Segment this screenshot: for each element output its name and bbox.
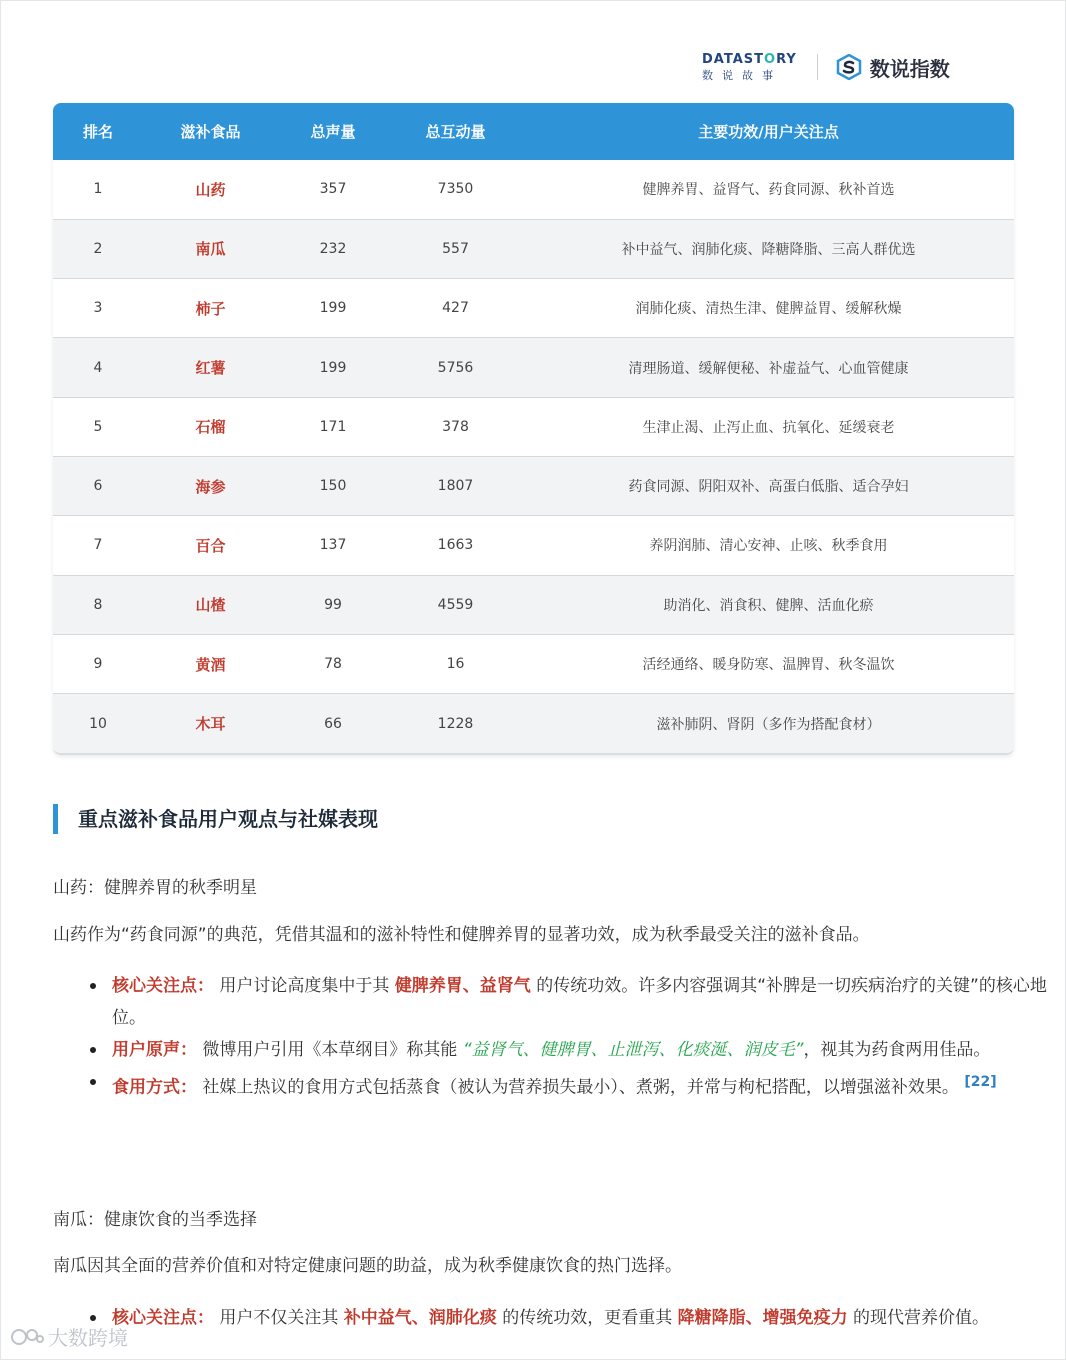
list-item: 核心关注点： 用户不仅关注其 补中益气、润肺化痰 的传统功效，更看重其 降糖降脂、增强免疫力 的现代营养价值。: [112, 1302, 1066, 1334]
sszs-logo-text: 数说指数: [869, 56, 950, 81]
column-header-benefit: 主要功效/用户关注点: [698, 123, 839, 141]
volume-cell: 199: [319, 359, 347, 376]
interaction-cell: 16: [446, 656, 465, 673]
volume-cell: 66: [324, 715, 342, 732]
column-header-food: 滋补食品: [180, 123, 241, 141]
watermark: [10, 1322, 128, 1351]
volume-cell: 137: [319, 537, 347, 554]
highlight-text: 健脾养胃、益肾气: [394, 976, 531, 996]
benefit-cell: 润肺化痰、清热生津、健脾益胃、缓解秋燥: [635, 301, 902, 318]
benefit-cell: 药食同源、阴阳双补、高蛋白低脂、适合孕妇: [628, 479, 909, 496]
interaction-cell: 1807: [437, 478, 474, 495]
volume-cell: 171: [319, 418, 347, 435]
table-row: [53, 338, 1014, 397]
table-row: [53, 456, 1014, 515]
datastory-logo-text: DATASTORY: [702, 51, 797, 67]
interaction-cell: 378: [442, 418, 469, 435]
ranking-table: [53, 103, 1014, 755]
food-cell: 黄酒: [195, 655, 226, 674]
volume-cell: 99: [324, 596, 342, 613]
pumpkin-intro: 南瓜因其全面的营养价值和对特定健康问题的助益，成为秋季健康饮食的热门选择。: [53, 1256, 682, 1276]
benefit-cell: 养阴润肺、清心安神、止咳、秋季食用: [649, 538, 888, 555]
table-row: [53, 160, 1014, 219]
table-row: [53, 694, 1014, 753]
rank-cell: 9: [93, 656, 103, 673]
food-cell: 南瓜: [195, 240, 226, 259]
food-cell: 柿子: [195, 299, 226, 318]
food-cell: 石榴: [195, 418, 226, 437]
yam-intro: 山药作为“药食同源”的典范，凭借其温和的滋补特性和健脾养胃的显著功效，成为秋季最受关注的滋补食品。: [53, 925, 870, 945]
column-header-volume: 总声量: [310, 123, 356, 141]
rank-cell: 10: [89, 715, 107, 732]
point-label: 核心关注点：: [112, 976, 214, 996]
list-item: 用户原声： 微博用户引用《本草纲目》称其能 “益肾气、健脾胃、止泄泻、化痰涎、润皮毛”，视其为药食两用佳品。: [112, 1034, 1066, 1066]
watermark-icon: [10, 1326, 44, 1348]
food-cell: 木耳: [195, 715, 226, 734]
pumpkin-subtitle: 南瓜：健康饮食的当季选择: [53, 1210, 257, 1230]
rank-cell: 5: [93, 418, 103, 435]
food-cell: 山药: [195, 180, 226, 199]
volume-cell: 78: [324, 656, 342, 673]
datastory-logo: [702, 52, 797, 83]
interaction-cell: 427: [442, 300, 469, 317]
highlight-text: 降糖降脂、增强免疫力: [677, 1308, 848, 1328]
rank-cell: 8: [93, 596, 103, 613]
volume-cell: 199: [319, 300, 347, 317]
food-cell: 红薯: [195, 359, 226, 378]
interaction-cell: 1663: [437, 537, 474, 554]
column-header-interaction: 总互动量: [425, 123, 486, 141]
point-label: 核心关注点：: [112, 1308, 214, 1328]
table-row: [53, 516, 1014, 575]
interaction-cell: 4559: [437, 596, 474, 613]
rank-cell: 3: [93, 300, 103, 317]
benefit-cell: 清理肠道、缓解便秘、补虚益气、心血管健康: [628, 360, 909, 377]
pumpkin-points: [53, 1302, 1066, 1334]
table-row: [53, 397, 1014, 456]
watermark-text: 大数跨境: [48, 1326, 128, 1350]
rank-cell: 6: [93, 478, 103, 495]
header-logos: [702, 50, 950, 84]
sszs-logo: [836, 53, 950, 82]
food-cell: 百合: [195, 536, 226, 555]
benefit-cell: 健脾养胃、益肾气、药食同源、秋补首选: [642, 182, 895, 199]
volume-cell: 150: [319, 478, 347, 495]
reference-link[interactable]: [22]: [964, 1074, 997, 1090]
yam-points: [53, 970, 1066, 1104]
benefit-cell: 补中益气、润肺化痰、降糖降脂、三高人群优选: [621, 241, 916, 258]
highlight-text: 补中益气、润肺化痰: [343, 1308, 497, 1328]
rank-cell: 7: [93, 537, 103, 554]
rank-cell: 2: [93, 240, 103, 257]
rank-cell: 4: [93, 359, 103, 376]
sszs-logo-icon: [836, 54, 862, 80]
point-label: 食用方式：: [112, 1077, 197, 1098]
rank-cell: 1: [93, 181, 103, 198]
section-title: 重点滋补食品用户观点与社媒表现: [53, 804, 378, 834]
table-header-row: [53, 103, 1014, 160]
volume-cell: 232: [319, 240, 347, 257]
table-row: [53, 634, 1014, 693]
interaction-cell: 5756: [437, 359, 474, 376]
point-label: 用户原声：: [112, 1040, 197, 1060]
table-row: [53, 575, 1014, 634]
interaction-cell: 1228: [437, 715, 474, 732]
food-cell: 山楂: [195, 596, 226, 615]
benefit-cell: 生津止渴、止泻止血、抗氧化、延缓衰老: [642, 419, 895, 436]
benefit-cell: 助消化、消食积、健脾、活血化瘀: [663, 597, 874, 614]
list-item: 食用方式： 社媒上热议的食用方式包括蒸食（被认为营养损失最小）、煮粥，并常与枸杞搭配，以增强滋补效果。 [22]: [112, 1066, 1066, 1104]
volume-cell: 357: [319, 181, 347, 198]
table-row: [53, 279, 1014, 338]
benefit-cell: 活经通络、暖身防寒、温脾胃、秋冬温饮: [642, 657, 895, 674]
yam-subtitle: 山药：健脾养胃的秋季明星: [53, 878, 257, 898]
logo-divider: [817, 54, 818, 80]
food-cell: 海参: [195, 477, 226, 496]
interaction-cell: 557: [442, 240, 469, 257]
datastory-logo-subtext: 数说故事: [702, 68, 782, 82]
user-quote: “益肾气、健脾胃、止泄泻、化痰涎、润皮毛”: [462, 1040, 804, 1060]
interaction-cell: 7350: [437, 181, 474, 198]
column-header-rank: 排名: [82, 123, 113, 141]
table-row: [53, 219, 1014, 278]
list-item: 核心关注点： 用户讨论高度集中于其 健脾养胃、益肾气 的传统功效。许多内容强调其“补脾是一切疾病治疗的关键”的核心地位。: [112, 970, 1066, 1034]
benefit-cell: 滋补肺阴、肾阴（多作为搭配食材）: [656, 716, 881, 733]
